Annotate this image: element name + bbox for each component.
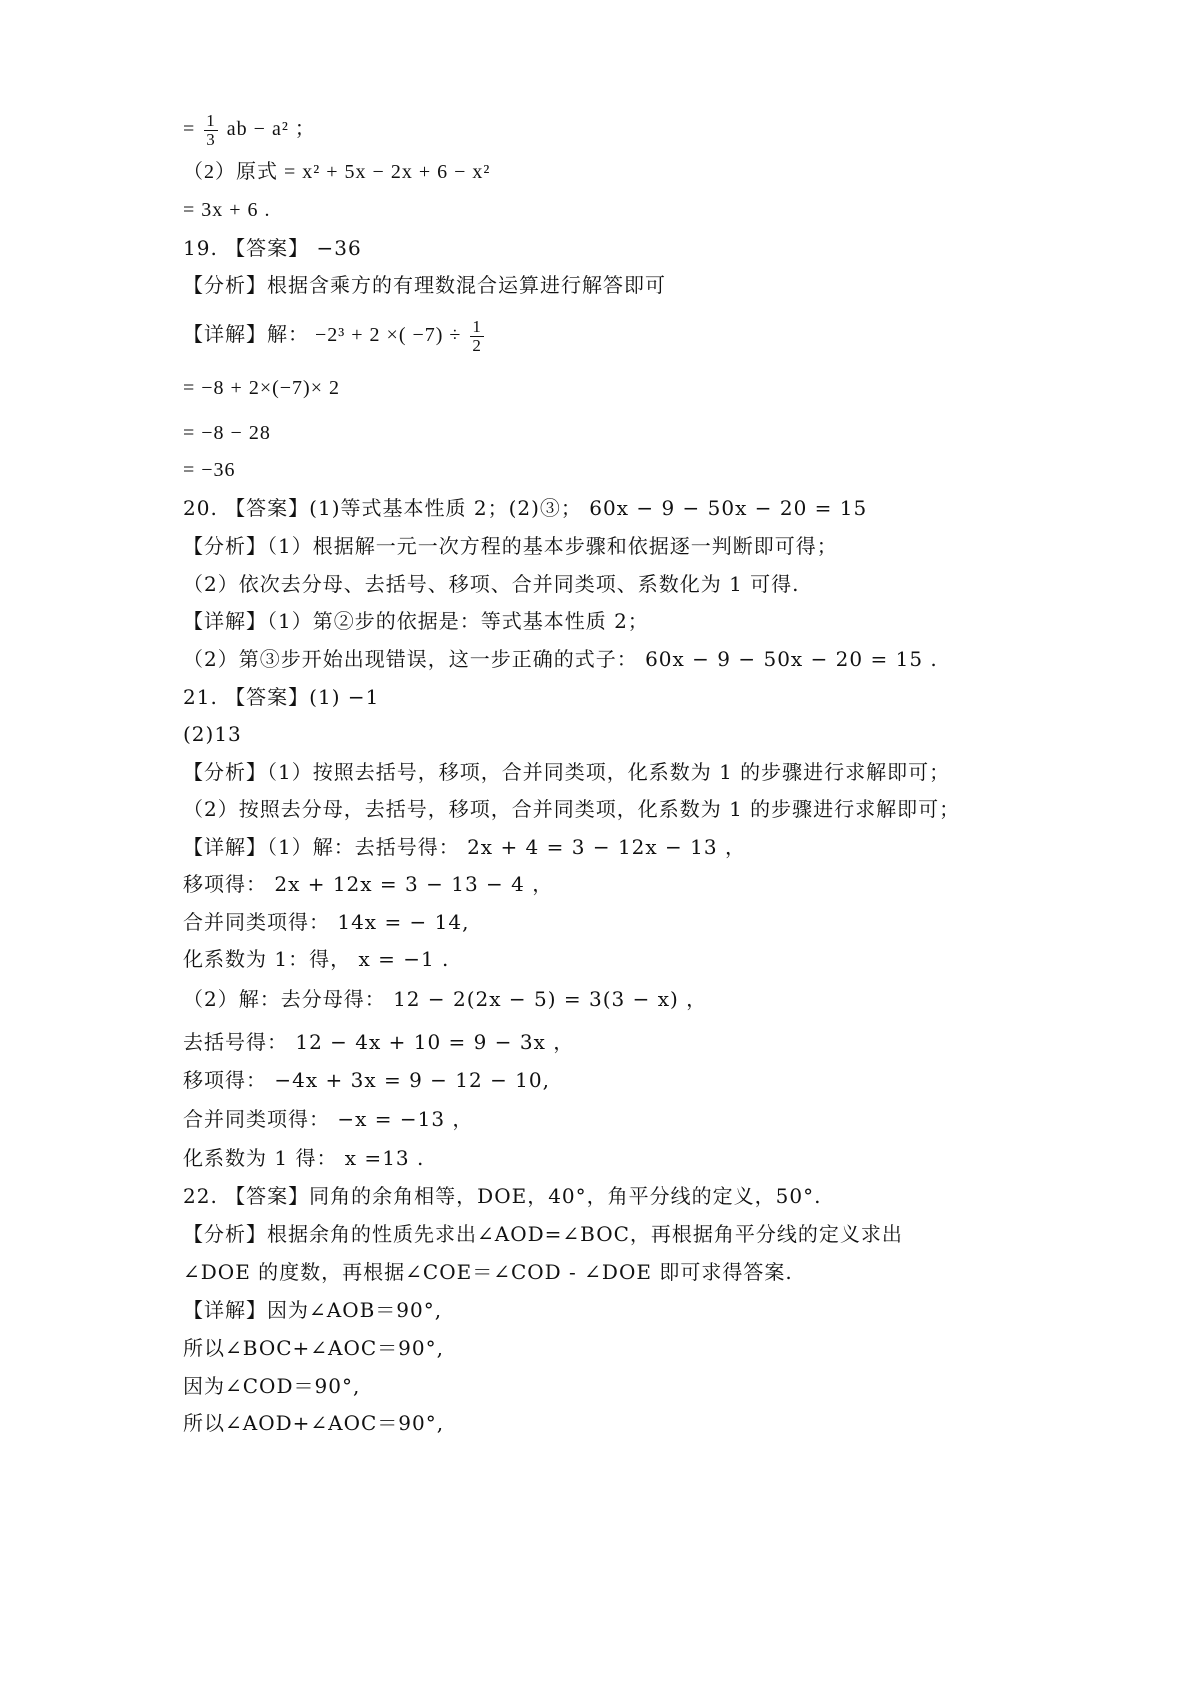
analysis-line: （2）依次去分母、去括号、移项、合并同类项、系数化为 1 可得.: [183, 572, 800, 596]
answer-heading-21: 21. 【答案】(1) −1: [183, 685, 380, 709]
analysis-line: ∠DOE 的度数，再根据∠COE＝∠COD - ∠DOE 即可求得答案.: [183, 1260, 793, 1284]
analysis-line: 【分析】（1）根据解一元一次方程的基本步骤和依据逐一判断即可得；: [183, 534, 838, 558]
answer-heading-22: 22. 【答案】同角的余角相等，DOE，40°，角平分线的定义，50°.: [183, 1184, 822, 1208]
text-line: 合并同类项得： −x = −13 ，: [183, 1107, 474, 1131]
text-line: 去括号得： 12 − 4x + 10 = 9 − 3x ，: [183, 1030, 575, 1054]
text-line: 移项得： −4x + 3x = 9 − 12 − 10,: [183, 1068, 550, 1092]
equation-line: [183, 112, 1120, 149]
text-line: 所以∠AOD+∠AOC＝90°,: [183, 1411, 445, 1435]
text-line: （2）解：去分母得： 12 − 2(2x − 5) = 3(3 − x) ，: [183, 987, 708, 1011]
text-line: 移项得： 2x + 12x = 3 − 13 − 4 ，: [183, 872, 554, 896]
text-line: (2)13: [183, 722, 242, 746]
text-line: 因为∠COD＝90°,: [183, 1374, 361, 1398]
text-line: = −36: [183, 459, 236, 481]
fraction-denominator: 2: [472, 336, 482, 355]
text-line: （2）原式 = x² + 5x − 2x + 6 − x²: [183, 161, 491, 183]
analysis-line: 【分析】根据含乘方的有理数混合运算进行解答即可: [183, 273, 666, 297]
text-line: = −8 + 2×(−7)× 2: [183, 377, 340, 399]
expression-text: ab − a² ；: [226, 118, 316, 141]
text-line: = 3x + 6 .: [183, 199, 271, 221]
analysis-line: 【分析】（1）按照去括号，移项，合并同类项，化系数为 1 的步骤进行求解即可；: [183, 760, 951, 784]
fraction-numerator: 1: [472, 317, 482, 336]
answer-heading-19: 19. 【答案】 −36: [183, 236, 362, 260]
detail-line: 【详解】因为∠AOB＝90°,: [183, 1298, 443, 1322]
text-line: 所以∠BOC+∠AOC＝90°,: [183, 1336, 444, 1360]
fraction-one-half: [470, 318, 484, 355]
analysis-line: 【分析】根据余角的性质先求出∠AOD=∠BOC，再根据角平分线的定义求出: [183, 1222, 903, 1246]
expression-text: 【详解】解： −2³ + 2 ×( −7) ÷: [183, 324, 462, 347]
text-line: 化系数为 1：得， x = −1 .: [183, 947, 450, 971]
text-line: 化系数为 1 得： x =13 .: [183, 1146, 425, 1170]
detail-line: 【详解】（1）解：去括号得： 2x + 4 = 3 − 12x − 13 ，: [183, 835, 746, 859]
text-line: 合并同类项得： 14x = − 14,: [183, 910, 470, 934]
answer-heading-20: 20. 【答案】(1)等式基本性质 2；(2)③； 60x − 9 − 50x − 20 = 15: [183, 496, 868, 520]
equation-line: [183, 318, 1120, 355]
analysis-line: （2）按照去分母，去括号，移项，合并同类项，化系数为 1 的步骤进行求解即可；: [183, 797, 961, 821]
equals-sign: =: [183, 118, 196, 141]
text-line: = −8 − 28: [183, 422, 271, 444]
detail-line: （2）第③步开始出现错误，这一步正确的式子： 60x − 9 − 50x − 20 = 15 .: [183, 647, 938, 671]
fraction-numerator: 1: [206, 111, 216, 130]
fraction-denominator: 3: [206, 130, 216, 149]
fraction-one-third: [204, 112, 218, 149]
detail-line: 【详解】（1）第②步的依据是：等式基本性质 2；: [183, 609, 649, 633]
